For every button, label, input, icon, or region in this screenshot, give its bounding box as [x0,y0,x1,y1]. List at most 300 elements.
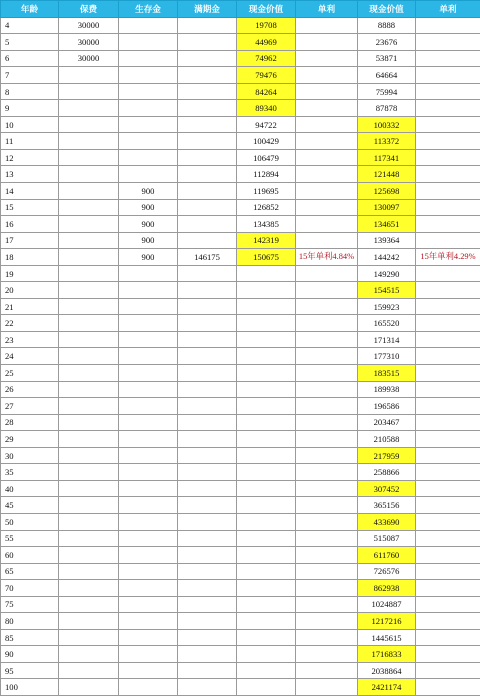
cell-simple-rate-2 [416,547,480,564]
cell-cash-value-2: 2038864 [358,662,416,679]
cell-maturity-benefit [178,480,237,497]
cell-maturity-benefit [178,431,237,448]
cell-maturity-benefit [178,149,237,166]
table-row [1,596,480,613]
cell-simple-rate-2 [416,331,480,348]
cell-maturity-benefit [178,50,237,67]
cell-simple-rate-1 [296,497,358,514]
cell-simple-rate-1 [296,17,358,34]
cell-age: 12 [1,149,59,166]
cell-simple-rate-2 [416,580,480,597]
cell-premium [59,398,119,415]
table-row [1,331,480,348]
cell-survival-benefit [119,480,178,497]
cell-simple-rate-2 [416,480,480,497]
cell-simple-rate-1 [296,216,358,233]
cell-cash-value-2: 171314 [358,331,416,348]
cell-age: 60 [1,547,59,564]
cell-cash-value-2: 154515 [358,282,416,299]
cell-age: 35 [1,464,59,481]
cell-maturity-benefit: 146175 [178,249,237,266]
cell-survival-benefit [119,67,178,84]
cell-cash-value-1 [237,282,296,299]
table-row [1,480,480,497]
cell-simple-rate-1 [296,34,358,51]
cell-maturity-benefit [178,547,237,564]
cell-premium [59,216,119,233]
cell-premium [59,83,119,100]
table-row [1,530,480,547]
table-row [1,199,480,216]
cell-premium [59,282,119,299]
cell-cash-value-2: 113372 [358,133,416,150]
table-row [1,100,480,117]
cell-cash-value-1: 142319 [237,232,296,249]
cell-cash-value-1 [237,613,296,630]
cell-maturity-benefit [178,282,237,299]
cell-maturity-benefit [178,513,237,530]
cell-maturity-benefit [178,166,237,183]
cell-cash-value-2: 53871 [358,50,416,67]
cell-survival-benefit [119,629,178,646]
cell-simple-rate-2 [416,662,480,679]
cell-survival-benefit [119,613,178,630]
cell-cash-value-1 [237,431,296,448]
cell-simple-rate-1 [296,662,358,679]
cell-age: 65 [1,563,59,580]
cell-cash-value-2: 189938 [358,381,416,398]
cell-age: 25 [1,365,59,382]
cell-simple-rate-1 [296,480,358,497]
cell-simple-rate-1 [296,447,358,464]
cell-maturity-benefit [178,348,237,365]
cell-cash-value-2: 100332 [358,116,416,133]
cell-simple-rate-2 [416,100,480,117]
cell-cash-value-1: 126852 [237,199,296,216]
table-row [1,414,480,431]
cell-premium [59,67,119,84]
cell-simple-rate-2 [416,431,480,448]
cell-simple-rate-1 [296,613,358,630]
cell-cash-value-2: 1716833 [358,646,416,663]
cell-cash-value-1 [237,480,296,497]
cell-age: 50 [1,513,59,530]
cell-maturity-benefit [178,199,237,216]
cell-maturity-benefit [178,183,237,200]
table-row [1,497,480,514]
cell-cash-value-2: 165520 [358,315,416,332]
cell-cash-value-1 [237,331,296,348]
cell-cash-value-1 [237,398,296,415]
table-row [1,315,480,332]
cell-cash-value-2: 117341 [358,149,416,166]
cell-age: 85 [1,629,59,646]
cell-age: 14 [1,183,59,200]
table-row [1,298,480,315]
cell-premium [59,149,119,166]
header-maturity-benefit: 满期金 [178,1,237,18]
cell-premium [59,580,119,597]
cell-maturity-benefit [178,398,237,415]
cell-maturity-benefit [178,447,237,464]
cell-maturity-benefit [178,298,237,315]
cell-simple-rate-1 [296,50,358,67]
cell-premium [59,249,119,266]
cell-simple-rate-2 [416,199,480,216]
cell-cash-value-1: 44969 [237,34,296,51]
cell-cash-value-1 [237,547,296,564]
cell-cash-value-1: 150675 [237,249,296,266]
cell-premium [59,381,119,398]
cell-cash-value-1 [237,596,296,613]
cell-maturity-benefit [178,580,237,597]
cell-premium [59,414,119,431]
cell-premium: 30000 [59,50,119,67]
cell-age: 19 [1,265,59,282]
cell-survival-benefit [119,547,178,564]
table-row [1,348,480,365]
cell-maturity-benefit [178,464,237,481]
table-row [1,431,480,448]
cell-simple-rate-2 [416,464,480,481]
cell-simple-rate-2 [416,530,480,547]
cell-simple-rate-2 [416,116,480,133]
cell-simple-rate-1 [296,596,358,613]
cell-simple-rate-1 [296,315,358,332]
cell-premium [59,497,119,514]
cell-cash-value-1 [237,530,296,547]
cell-age: 9 [1,100,59,117]
cell-simple-rate-1 [296,166,358,183]
table-row [1,50,480,67]
cell-simple-rate-1 [296,348,358,365]
cell-premium [59,331,119,348]
cell-survival-benefit [119,166,178,183]
cell-premium [59,232,119,249]
cell-maturity-benefit [178,67,237,84]
cell-simple-rate-2 [416,679,480,696]
cell-simple-rate-1 [296,547,358,564]
cell-simple-rate-2 [416,365,480,382]
cell-age: 17 [1,232,59,249]
cell-simple-rate-1 [296,331,358,348]
cell-cash-value-2: 217959 [358,447,416,464]
cell-survival-benefit: 900 [119,232,178,249]
cell-cash-value-1 [237,365,296,382]
cell-survival-benefit [119,282,178,299]
cell-premium [59,547,119,564]
cell-simple-rate-1 [296,431,358,448]
cell-cash-value-1 [237,348,296,365]
cell-cash-value-2: 862938 [358,580,416,597]
cell-simple-rate-2 [416,646,480,663]
cell-survival-benefit [119,298,178,315]
cell-age: 4 [1,17,59,34]
cell-simple-rate-1: 15年单利4.84% [296,249,358,266]
cell-cash-value-1 [237,497,296,514]
cell-survival-benefit [119,133,178,150]
cell-simple-rate-2 [416,414,480,431]
cell-cash-value-1 [237,315,296,332]
cell-simple-rate-1 [296,530,358,547]
cell-cash-value-2: 134651 [358,216,416,233]
cell-simple-rate-2 [416,298,480,315]
cell-age: 29 [1,431,59,448]
cell-maturity-benefit [178,662,237,679]
cell-premium [59,100,119,117]
cell-maturity-benefit [178,497,237,514]
cell-age: 20 [1,282,59,299]
table-row [1,149,480,166]
cell-survival-benefit [119,447,178,464]
table-row [1,265,480,282]
cell-premium [59,315,119,332]
cell-age: 10 [1,116,59,133]
cell-survival-benefit [119,34,178,51]
cell-maturity-benefit [178,34,237,51]
cell-cash-value-2: 203467 [358,414,416,431]
cell-premium [59,530,119,547]
cell-cash-value-2: 726576 [358,563,416,580]
cell-cash-value-1 [237,679,296,696]
cell-survival-benefit [119,381,178,398]
cell-age: 23 [1,331,59,348]
cell-survival-benefit [119,563,178,580]
table-row [1,183,480,200]
cell-premium [59,480,119,497]
cell-cash-value-2: 210588 [358,431,416,448]
cell-survival-benefit [119,50,178,67]
cell-age: 5 [1,34,59,51]
cell-cash-value-1 [237,580,296,597]
table-row [1,464,480,481]
cell-cash-value-1: 94722 [237,116,296,133]
cell-premium [59,348,119,365]
header-row [1,1,480,18]
cell-simple-rate-2 [416,497,480,514]
table-row [1,249,480,266]
cell-simple-rate-1 [296,183,358,200]
header-cash-value-1: 现金价值 [237,1,296,18]
cell-age: 15 [1,199,59,216]
cell-survival-benefit [119,100,178,117]
cell-simple-rate-1 [296,629,358,646]
cell-simple-rate-2 [416,282,480,299]
cell-premium: 30000 [59,17,119,34]
cell-cash-value-1 [237,265,296,282]
cell-age: 24 [1,348,59,365]
cell-survival-benefit [119,414,178,431]
header-premium: 保费 [59,1,119,18]
cell-maturity-benefit [178,646,237,663]
cell-premium [59,265,119,282]
cell-cash-value-2: 183515 [358,365,416,382]
cell-cash-value-2: 75994 [358,83,416,100]
cell-survival-benefit [119,331,178,348]
cell-simple-rate-2 [416,34,480,51]
table-row [1,646,480,663]
cell-maturity-benefit [178,679,237,696]
cell-cash-value-2: 8888 [358,17,416,34]
cell-simple-rate-1 [296,580,358,597]
cell-simple-rate-1 [296,149,358,166]
cell-simple-rate-2 [416,149,480,166]
cell-simple-rate-2 [416,629,480,646]
cell-survival-benefit [119,17,178,34]
cell-cash-value-2: 130097 [358,199,416,216]
cell-maturity-benefit [178,100,237,117]
cell-maturity-benefit [178,629,237,646]
cell-cash-value-2: 258866 [358,464,416,481]
cell-survival-benefit [119,348,178,365]
cell-cash-value-2: 307452 [358,480,416,497]
cell-premium: 30000 [59,34,119,51]
cell-age: 8 [1,83,59,100]
cell-maturity-benefit [178,365,237,382]
cell-cash-value-2: 64664 [358,67,416,84]
cell-premium [59,298,119,315]
table-row [1,282,480,299]
cell-simple-rate-1 [296,116,358,133]
cell-cash-value-2: 611760 [358,547,416,564]
cell-cash-value-1: 84264 [237,83,296,100]
cell-cash-value-2: 365156 [358,497,416,514]
cell-survival-benefit [119,646,178,663]
cell-age: 6 [1,50,59,67]
cell-maturity-benefit [178,116,237,133]
cell-simple-rate-2 [416,348,480,365]
cell-premium [59,464,119,481]
table-row [1,34,480,51]
cell-simple-rate-1 [296,100,358,117]
cell-cash-value-1 [237,513,296,530]
table-row [1,547,480,564]
cell-age: 70 [1,580,59,597]
cell-age: 75 [1,596,59,613]
cell-cash-value-1 [237,464,296,481]
cell-cash-value-2: 1024887 [358,596,416,613]
table-row [1,116,480,133]
cell-cash-value-1: 79476 [237,67,296,84]
cell-simple-rate-2 [416,265,480,282]
cell-simple-rate-1 [296,133,358,150]
cell-survival-benefit [119,464,178,481]
cell-maturity-benefit [178,17,237,34]
cell-maturity-benefit [178,331,237,348]
cell-maturity-benefit [178,232,237,249]
cell-survival-benefit [119,116,178,133]
cell-survival-benefit [119,679,178,696]
cell-survival-benefit [119,431,178,448]
cell-simple-rate-1 [296,563,358,580]
cell-premium [59,183,119,200]
cell-age: 55 [1,530,59,547]
cell-survival-benefit: 900 [119,249,178,266]
cell-cash-value-1 [237,414,296,431]
cell-cash-value-1: 89340 [237,100,296,117]
cell-cash-value-2: 1217216 [358,613,416,630]
cell-premium [59,596,119,613]
table-row [1,83,480,100]
cell-maturity-benefit [178,133,237,150]
cell-premium [59,116,119,133]
cell-simple-rate-2 [416,183,480,200]
cell-age: 21 [1,298,59,315]
cell-simple-rate-2: 15年单利4.29% [416,249,480,266]
cell-simple-rate-2 [416,83,480,100]
cell-survival-benefit [119,83,178,100]
cell-maturity-benefit [178,83,237,100]
cell-survival-benefit [119,398,178,415]
cell-cash-value-1: 134385 [237,216,296,233]
table-row [1,67,480,84]
header-simple-rate-2: 单利 [416,1,480,18]
cell-maturity-benefit [178,563,237,580]
cell-age: 18 [1,249,59,266]
cell-simple-rate-2 [416,133,480,150]
cell-simple-rate-1 [296,232,358,249]
cell-cash-value-2: 159923 [358,298,416,315]
cell-survival-benefit [119,365,178,382]
cell-premium [59,199,119,216]
table-row [1,166,480,183]
cell-age: 95 [1,662,59,679]
cell-simple-rate-2 [416,50,480,67]
cell-cash-value-2: 1445615 [358,629,416,646]
cell-age: 30 [1,447,59,464]
cell-cash-value-1: 119695 [237,183,296,200]
header-age: 年龄 [1,1,59,18]
cell-cash-value-2: 139364 [358,232,416,249]
cell-simple-rate-1 [296,513,358,530]
cell-age: 22 [1,315,59,332]
cell-maturity-benefit [178,381,237,398]
table-row [1,17,480,34]
cell-simple-rate-1 [296,298,358,315]
cell-premium [59,629,119,646]
table-row [1,513,480,530]
table-row [1,365,480,382]
header-cash-value-2: 现金价值 [358,1,416,18]
cell-simple-rate-1 [296,199,358,216]
table-row [1,232,480,249]
cell-maturity-benefit [178,530,237,547]
cell-survival-benefit [119,497,178,514]
cell-simple-rate-1 [296,414,358,431]
cell-simple-rate-1 [296,83,358,100]
cell-cash-value-1 [237,447,296,464]
cell-age: 7 [1,67,59,84]
cell-age: 90 [1,646,59,663]
cell-maturity-benefit [178,315,237,332]
cell-premium [59,679,119,696]
cell-cash-value-1: 19708 [237,17,296,34]
table-row [1,613,480,630]
cell-simple-rate-2 [416,513,480,530]
table-row [1,679,480,696]
cell-age: 80 [1,613,59,630]
cell-age: 26 [1,381,59,398]
table-row [1,563,480,580]
cell-maturity-benefit [178,216,237,233]
cell-cash-value-1 [237,629,296,646]
cell-simple-rate-2 [416,17,480,34]
cell-simple-rate-2 [416,596,480,613]
cell-survival-benefit [119,580,178,597]
table-row [1,447,480,464]
cell-survival-benefit: 900 [119,183,178,200]
table-row [1,580,480,597]
